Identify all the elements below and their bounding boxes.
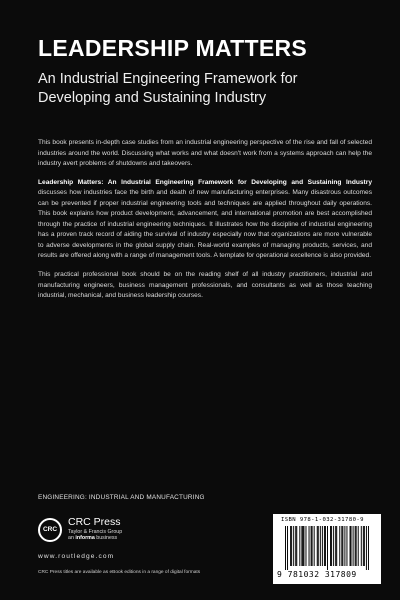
barcode-bar: [344, 526, 345, 566]
barcode-bar: [331, 526, 332, 566]
publisher-group: Taylor & Francis Group: [68, 528, 123, 535]
barcode-bar: [350, 526, 351, 566]
barcode-bar: [356, 526, 357, 566]
barcode-bar: [327, 526, 328, 570]
barcode-bar: [351, 526, 352, 566]
barcode-bar: [290, 526, 291, 566]
barcode-bar: [335, 526, 336, 566]
publisher-informa-line: [68, 535, 122, 542]
barcode-bar: [361, 526, 362, 566]
barcode-bar: [353, 526, 354, 566]
barcode-bar: [293, 526, 294, 566]
barcode-bar: [291, 526, 292, 566]
barcode-bar: [363, 526, 364, 566]
ebook-note: CRC Press titles are available as eBook editions in a range of digital formats: [38, 570, 201, 575]
barcode-bar: [302, 526, 303, 566]
barcode-bar: [339, 526, 340, 566]
barcode-bar: [341, 526, 342, 566]
barcode-bar: [333, 526, 334, 566]
barcode-digits: 9 781032 317809: [277, 570, 357, 579]
publisher-logo-text: [68, 517, 122, 542]
publisher-business: business: [94, 535, 118, 542]
barcode-bar: [320, 526, 321, 566]
barcode-bar: [301, 526, 302, 566]
barcode-bars-icon: [285, 526, 369, 570]
barcode-bar: [330, 526, 331, 566]
blurb-paragraph-2-text: discusses how industries face the birth and death of new manufacturing enterprises. Many disastrous outcomes can be prevented if proper industrial engineering tools and techniques are applied throughout daily operations. This book explains how product development, advancement, and international promotion are best accomplished through the practice of industrial engineering techniques. It illustrates how the discipline of industrial engineering has a proven track record of aiding the survival of industry especially now that organizations are more vulnerable to adverse developments in the global supply chain. Real-world examples of managing products, services, and results are offered along with a range of management tools. A template for operational excellence is also provided.: [38, 189, 372, 260]
barcode-bar: [322, 526, 323, 566]
barcode-bar: [318, 526, 319, 566]
barcode-bar: [303, 526, 304, 566]
publisher-informa: informa: [75, 535, 95, 542]
barcode-bar: [317, 526, 318, 566]
publisher-name: CRC Press: [68, 516, 121, 528]
barcode-bar: [364, 526, 365, 566]
barcode-bar: [342, 526, 343, 566]
barcode-bar: [312, 526, 313, 566]
isbn-number: ISBN 978-1-032-31780-9: [281, 517, 364, 523]
barcode-bar: [305, 526, 306, 566]
book-subtitle: An Industrial Engineering Framework for Developing and Sustaining Industry: [38, 71, 298, 106]
barcode-bar: [324, 526, 325, 566]
blurb-paragraph-2: [38, 178, 372, 262]
barcode-bar: [355, 526, 356, 566]
barcode-bar: [368, 526, 369, 570]
barcode-bar: [314, 526, 315, 566]
barcode-bar: [287, 526, 288, 570]
publisher-logo: [38, 517, 122, 542]
isbn-barcode: [273, 514, 381, 584]
barcode-bar: [325, 526, 326, 566]
barcode-bar: [309, 526, 310, 566]
barcode-bar: [358, 526, 359, 566]
barcode-bar: [311, 526, 312, 566]
blurb: [38, 138, 372, 310]
subject-category: ENGINEERING: INDUSTRIAL AND MANUFACTURING: [38, 494, 205, 501]
book-title: LEADERSHIP MATTERS: [38, 35, 308, 61]
barcode-bar: [296, 526, 297, 566]
barcode-bar: [336, 526, 337, 566]
barcode-bar: [366, 526, 367, 570]
publisher-an: an: [68, 535, 76, 542]
barcode-bar: [299, 526, 300, 566]
blurb-bold-title: Leadership Matters: An Industrial Engineering Framework for Developing and Sustaining Industry: [38, 178, 372, 186]
barcode-bar: [285, 526, 286, 570]
barcode-bar: [295, 526, 296, 566]
blurb-paragraph-3: This practical professional book should be on the reading shelf of all industry practitioners, industrial and manufacturing engineers, business management professionals, and consultants as well as those teaching industrial, mechanical, and business leadership courses.: [38, 271, 372, 300]
barcode-bar: [346, 526, 347, 566]
crc-logo-icon: CRC: [38, 518, 62, 542]
publisher-url: www.routledge.com: [38, 553, 115, 560]
blurb-paragraph-1: This book presents in-depth case studies from an industrial engineering perspective of the rise and fall of selected industries around the world. Discussing what works and what doesn't work from a systems approach can help the industry avert problems of shutdowns and takeovers.: [38, 139, 372, 168]
